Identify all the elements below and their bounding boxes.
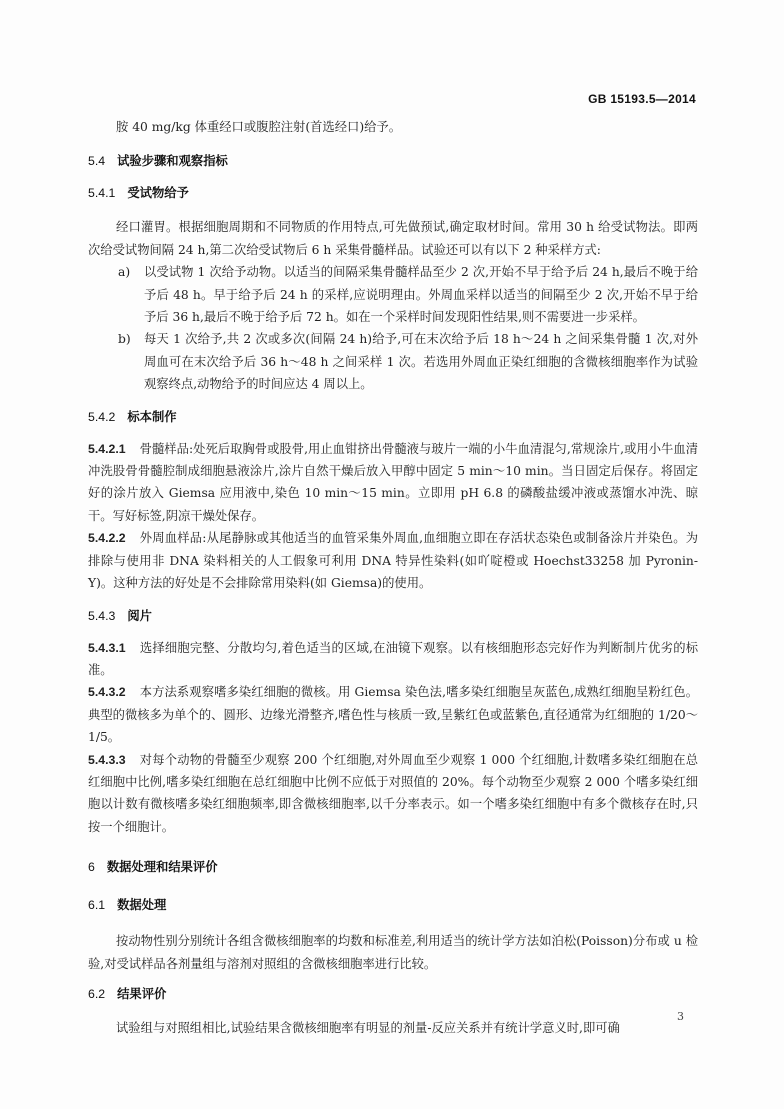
clause-5-4-2-1 <box>88 438 698 528</box>
clause-number: 5.4.3.3 <box>88 752 126 767</box>
heading-number: 6.2 <box>88 986 106 1001</box>
list-item-b <box>118 328 698 395</box>
clause-5-4-2-2 <box>88 527 698 594</box>
clause-text: 对每个动物的骨髓至少观察 200 个红细胞,对外周血至少观察 1 000 个红细胞,计数嗜多染红细胞在总红细胞中比例,嗜多染红细胞在总红细胞中比例不应低于对照值的 20%。每个动物至少观察 2 000 个嗜多染红细胞以计数有微核嗜多染红细胞频率,即含微核细胞率,以千分率表示。如一个嗜多染红细胞中有多个微核存在时,只按一个细胞计。 <box>88 752 698 834</box>
heading-number: 6 <box>88 860 95 875</box>
list-item-a <box>118 261 698 328</box>
heading-number: 5.4.3 <box>88 608 116 623</box>
clause-number: 5.4.3.2 <box>88 685 126 700</box>
paragraph-data-processing: 按动物性别分别统计各组含微核细胞率的均数和标准差,利用适当的统计学方法如泊松(Poisson)分布或 u 检验,对受试样品各剂量组与溶剂对照组的含微核细胞率进行比较。 <box>88 934 698 971</box>
heading-5-4-1 <box>88 182 698 204</box>
clause-text: 本方法系观察嗜多染红细胞的微核。用 Giemsa 染色法,嗜多染红细胞呈灰蓝色,成熟红细胞呈粉红色。典型的微核多为单个的、圆形、边缘光滑整齐,嗜色性与核质一致,呈紫红色或蓝紫色,直径通常为红细胞的 1/20～1/5。 <box>88 685 698 745</box>
heading-5-4-2 <box>88 406 698 428</box>
list-marker: b) <box>118 332 131 347</box>
heading-title: 数据处理和结果评价 <box>106 860 218 875</box>
heading-6-2 <box>88 983 698 1005</box>
clause-number: 5.4.2.2 <box>88 531 126 546</box>
heading-title: 结果评价 <box>117 986 167 1001</box>
clause-text: 骨髓样品:处死后取胸骨或股骨,用止血钳挤出骨髓液与玻片一端的小牛血清混匀,常规涂片,或用小牛血清冲洗股骨骨髓腔制成细胞悬液涂片,涂片自然干燥后放入甲醇中固定 5 min～10 min。当日固定后保存。将固定好的涂片放入 Giemsa 应用液中,染色 10 min～15 min。立即用 pH 6.8 的磷酸盐缓冲液或蒸馏水冲洗、晾干。写好标签,阴凉干燥处保存。 <box>88 441 698 523</box>
list-text: 每天 1 次给予,共 2 次或多次(间隔 24 h)给予,可在末次给予后 18 h～24 h 之间采集骨髓 1 次,对外周血可在末次给予后 36 h～48 h 之间采样 1 次。若选用外周血正染红细胞的含微核细胞率作为试验观察终点,动物给予的时间应达 4 周以上。 <box>144 332 698 392</box>
heading-title: 阅片 <box>127 608 152 623</box>
heading-title: 标本制作 <box>127 409 177 424</box>
standard-number: GB 15193.5—2014 <box>588 92 696 106</box>
page-content <box>88 116 698 1039</box>
paragraph-result-evaluation: 试验组与对照组相比,试验结果含微核细胞率有明显的剂量-反应关系并有统计学意义时,即可确 <box>116 1020 620 1035</box>
heading-5-4 <box>88 150 698 172</box>
clause-5-4-3-2 <box>88 681 698 748</box>
heading-number: 5.4.2 <box>88 409 116 424</box>
list-marker: a) <box>118 265 131 280</box>
heading-number: 5.4.1 <box>88 186 116 201</box>
clause-5-4-3-3 <box>88 749 698 839</box>
clause-5-4-3-1 <box>88 637 698 682</box>
paragraph-continuation: 胺 40 mg/kg 体重经口或腹腔注射(首选经口)给予。 <box>116 120 402 134</box>
clause-number: 5.4.3.1 <box>88 640 126 655</box>
heading-title: 数据处理 <box>117 898 167 913</box>
clause-number: 5.4.2.1 <box>88 441 126 456</box>
list-text: 以受试物 1 次给予动物。以适当的间隔采集骨髓样品至少 2 次,开始不早于给予后 24 h,最后不晚于给予后 48 h。早于给予后 24 h 的采样,应说明理由。外周血采样以适当的间隔至少 2 次,开始不早于给予后 36 h,最后不晚于给予后 72 h。如在一个采样时间发现阳性结果,则不需要进一步采样。 <box>144 265 698 325</box>
heading-6 <box>88 856 698 878</box>
heading-number: 5.4 <box>88 154 106 169</box>
heading-6-1 <box>88 894 698 916</box>
clause-text: 选择细胞完整、分散均匀,着色适当的区域,在油镜下观察。以有核细胞形态完好作为判断制片优劣的标准。 <box>88 640 698 677</box>
clause-text: 外周血样品:从尾静脉或其他适当的血管采集外周血,血细胞立即在存活状态染色或制备涂片并染色。为排除与使用非 DNA 染料相关的人工假象可利用 DNA 特异性染料(如吖啶橙或 Hoechst33258 加 Pyronin-Y)。这种方法的好处是不会排除常用染料(如 Giemsa)的使用。 <box>88 531 698 591</box>
heading-title: 试验步骤和观察指标 <box>117 154 228 169</box>
heading-title: 受试物给予 <box>127 186 189 201</box>
heading-number: 6.1 <box>88 898 106 913</box>
heading-5-4-3 <box>88 605 698 627</box>
paragraph-sampling-intro: 经口灌胃。根据细胞周期和不同物质的作用特点,可先做预试,确定取材时间。常用 30 h 给受试物法。即两次给受试物间隔 24 h,第二次给受试物后 6 h 采集骨髓样品。试验还可以有以下 2 种采样方式: <box>88 220 698 257</box>
page-number: 3 <box>677 1010 684 1023</box>
